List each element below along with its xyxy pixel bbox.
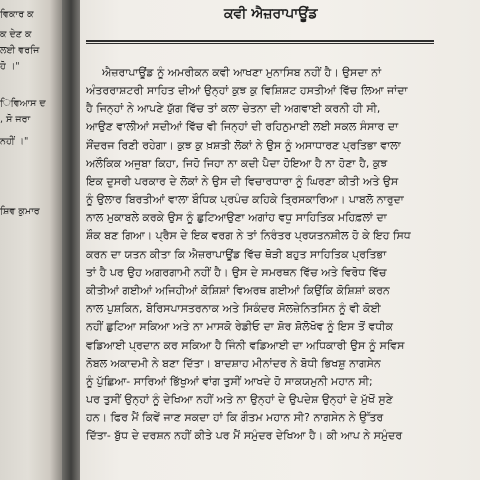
body-line: ਨੂੰ ਪੁੱਛਿਆ- ਸਾਰਿਆਂ ਭਿੱਖੂਆਂ ਵਾਂਗ ਤੁਸੀਂ ਆਖਦੇ ਹੋ ਸਾਕਯਮੁਨੀ ਮਹਾਨ ਸੀ; — [86, 375, 373, 388]
left-page-line: ਕ ਦੇਣ ਕ — [0, 29, 32, 40]
chapter-title: ਕਵੀ ਐਜ਼ਰਾਪਾਊਂਡ — [224, 6, 318, 22]
body-line: ਨਹੀਂ ਛੁਟਿਆ ਸਕਿਆ ਅਤੇ ਨਾ ਮਾਸਕੋ ਰੇਡੀਓ ਦਾ ਸ਼ੋਰ ਸ਼ੋਲੋਖੋਵ ਨੂੰ ਇਸ ਤੋਂ ਵਧੀਕ — [86, 320, 394, 333]
body-line: ਨਾਲ ਪੁਸ਼ਕਿਨ, ਬੋਰਿਸਪਾਸਤਰਨਾਕ ਅਤੇ ਸਿਕੰਦਰ ਸੋਲਜ਼ੇਨਿਤਸਿਨ ਨੂੰ ਵੀ ਕੋਈ — [86, 302, 381, 315]
body-line: ਕੀਤੀਆਂ ਗਈਆਂ ਅਜਿਹੀਆਂ ਕੋਸ਼ਿਸ਼ਾਂ ਵਿਅਰਥ ਗਈਆਂ ਕਿਉਂਕਿ ਕੋਸ਼ਿਸ਼ਾਂ ਕਰਨ — [86, 284, 390, 297]
title-rule-thin — [86, 43, 434, 44]
body-line: ਨਾਲ ਮੁਕਾਬਲੇ ਕਰਕੇ ਉਸ ਨੂੰ ਛੁਟਿਆਉਣਾ ਅਗਾਂਹ ਵਧੂ ਸਾਹਿਤਿਕ ਮਹਿਫ਼ਲਾਂ ਦਾ — [86, 211, 387, 224]
body-line: ਅਲੌਕਿਕ ਅਜੂਬਾ ਕਿਹਾ, ਜਿਹੋ ਜਿਹਾ ਨਾ ਕਦੀ ਪੈਦਾ ਹੋਇਆ ਹੈ ਨਾ ਹੋਣਾ ਹੈ, ਕੁਝ — [86, 157, 388, 170]
body-line: ਕਰਨ ਦਾ ਯਤਨ ਕੀਤਾ ਕਿ ਐਜ਼ਰਾਪਾਊਂਡ ਵਿੱਚ ਥੋੜੀ ਬਹੁਤ ਸਾਹਿਤਿਕ ਪ੍ਰਤਿਭਾ — [86, 248, 387, 261]
body-line: ਨੂੰ ਉਲਾਰ ਬਿਰਤੀਆਂ ਵਾਲਾ ਬੌਧਿਕ ਪ੍ਰਪੰਚ ਕਹਿਕੇ ਤ੍ਰਿਸਕਾਰਿਆ। ਪਾਬਲੋ ਨਾਰੂਦਾ — [86, 193, 404, 206]
body-line: ਨੋਬਲ ਅਕਾਦਮੀ ਨੇ ਬਣਾ ਦਿੱਤਾ। ਬਾਦਸ਼ਾਹ ਮੀਨਾਂਦਰ ਨੇ ਬੋਧੀ ਭਿਖਸ਼ੂ ਨਾਗਸੇਨ — [86, 357, 381, 370]
left-page-line: ਿਵਿਆਸ ਦ — [0, 98, 46, 109]
body-line: ਹਨ। ਫਿਰ ਮੈਂ ਕਿਵੇਂ ਜਾਣ ਸਕਦਾ ਹਾਂ ਕਿ ਗੌਤਮ ਮਹਾਨ ਸੀ? ਨਾਗਸੇਨ ਨੇ ਉੱਤਰ — [86, 411, 384, 424]
body-line: ਅੰਤਰਰਾਸ਼ਟਰੀ ਸਾਹਿਤ ਦੀਆਂ ਉਨ੍ਹਾਂ ਕੁਝ ਕੁ ਵਿਸ਼ਿਸ਼ਟ ਹਸਤੀਆਂ ਵਿੱਚ ਲਿਆ ਜਾਂਦਾ — [86, 84, 408, 97]
left-page-line: , ਸੋ ਜਰਾ — [0, 114, 31, 125]
body-line: ਆਉਣ ਵਾਲੀਆਂ ਸਦੀਆਂ ਵਿੱਚ ਵੀ ਜਿਨ੍ਹਾਂ ਦੀ ਰਹਿਨੁਮਾਈ ਲਈ ਸਕਲ ਸੰਸਾਰ ਦਾ — [86, 120, 399, 133]
body-line: ਹੈ ਜਿਨ੍ਹਾਂ ਨੇ ਆਪਣੇ ਯੁੱਗ ਵਿੱਚ ਤਾਂ ਕਲਾ ਚੇਤਨਾ ਦੀ ਅਗਵਾਈ ਕਰਨੀ ਹੀ ਸੀ, — [86, 102, 381, 115]
body-line: ਸੌਂਦਰਜ ਰਿਣੀ ਰਹੇਗਾ। ਕੁਝ ਕੁ ਖ਼ਸ਼ਤੀ ਲੋਕਾਂ ਨੇ ਉਸ ਨੂੰ ਅਸਾਧਾਰਣ ਪ੍ਰਤਿਭਾ ਵਾਲਾ — [86, 139, 401, 152]
left-page-line: ਲਈ ਵਰਜਿ — [0, 45, 40, 56]
body-line: ਐਜ਼ਰਾਪਾਊਂਡ ਨੂੰ ਅਮਰੀਕਨ ਕਵੀ ਆਖਣਾ ਮੁਨਾਸਿਬ ਨਹੀਂ ਹੈ। ਉਸਦਾ ਨਾਂ — [102, 66, 382, 79]
left-page — [0, 0, 62, 480]
body-line: ਇਕ ਦੂਸਰੀ ਪਰਕਾਰ ਦੇ ਲੋਕਾਂ ਨੇ ਉਸ ਦੀ ਵਿਚਾਰਧਾਰਾ ਨੂੰ ਘਿਰਣਾ ਕੀਤੀ ਅਤੇ ਉਸ — [86, 175, 399, 188]
title-rule — [86, 40, 434, 42]
left-page-line: ਵਿਕਾਰ ਕ — [0, 9, 34, 20]
body-line: ਵਡਿਆਈ ਪ੍ਰਦਾਨ ਕਰ ਸਕਿਆ ਹੈ ਜਿੰਨੀ ਵਡਿਆਈ ਦਾ ਅਧਿਕਾਰੀ ਉਸ ਨੂੰ ਸਵਿਸ — [86, 339, 405, 352]
body-line: ਦਿੱਤਾ- ਬੁੱਧ ਦੇ ਦਰਸ਼ਨ ਨਹੀਂ ਕੀਤੇ ਪਰ ਮੈਂ ਸਮੁੰਦਰ ਦੇਖਿਆ ਹੈ। ਕੀ ਆਪ ਨੇ ਸਮੁੰਦਰ — [86, 429, 403, 442]
left-page-line: ਸ਼ਿਵ ਕੁਮਾਰ — [0, 206, 40, 217]
body-line: ਸ਼ੌਕ ਬਣ ਗਿਆ। ਪ੍ਰੈਸ ਦੇ ਇਕ ਵਰਗ ਨੇ ਤਾਂ ਨਿਰੰਤਰ ਪ੍ਰਯਤਨਸ਼ੀਲ ਹੋ ਕੇ ਇਹ ਸਿਧ — [86, 229, 411, 242]
right-page — [80, 0, 480, 480]
body-line: ਤਾਂ ਹੈ ਪਰ ਉਹ ਅਗਰਗਾਮੀ ਨਹੀਂ ਹੈ। ਉਸ ਦੇ ਸਮਰਥਨ ਵਿੱਚ ਅਤੇ ਵਿਰੋਧ ਵਿੱਚ — [86, 266, 387, 279]
left-page-line: ਹੋ ।" — [0, 61, 20, 72]
body-line: ਪਰ ਤੁਸੀਂ ਉਨ੍ਹਾਂ ਨੂੰ ਦੇਖਿਆ ਨਹੀਂ ਅਤੇ ਨਾ ਉਨ੍ਹਾਂ ਦੇ ਉਪਦੇਸ਼ ਉਨ੍ਹਾਂ ਦੇ ਮੁੱਖੋਂ ਸੁਣੇ — [86, 393, 393, 406]
book-gutter — [62, 0, 80, 480]
left-page-line: ਨਹੀਂ ।" — [0, 136, 29, 147]
